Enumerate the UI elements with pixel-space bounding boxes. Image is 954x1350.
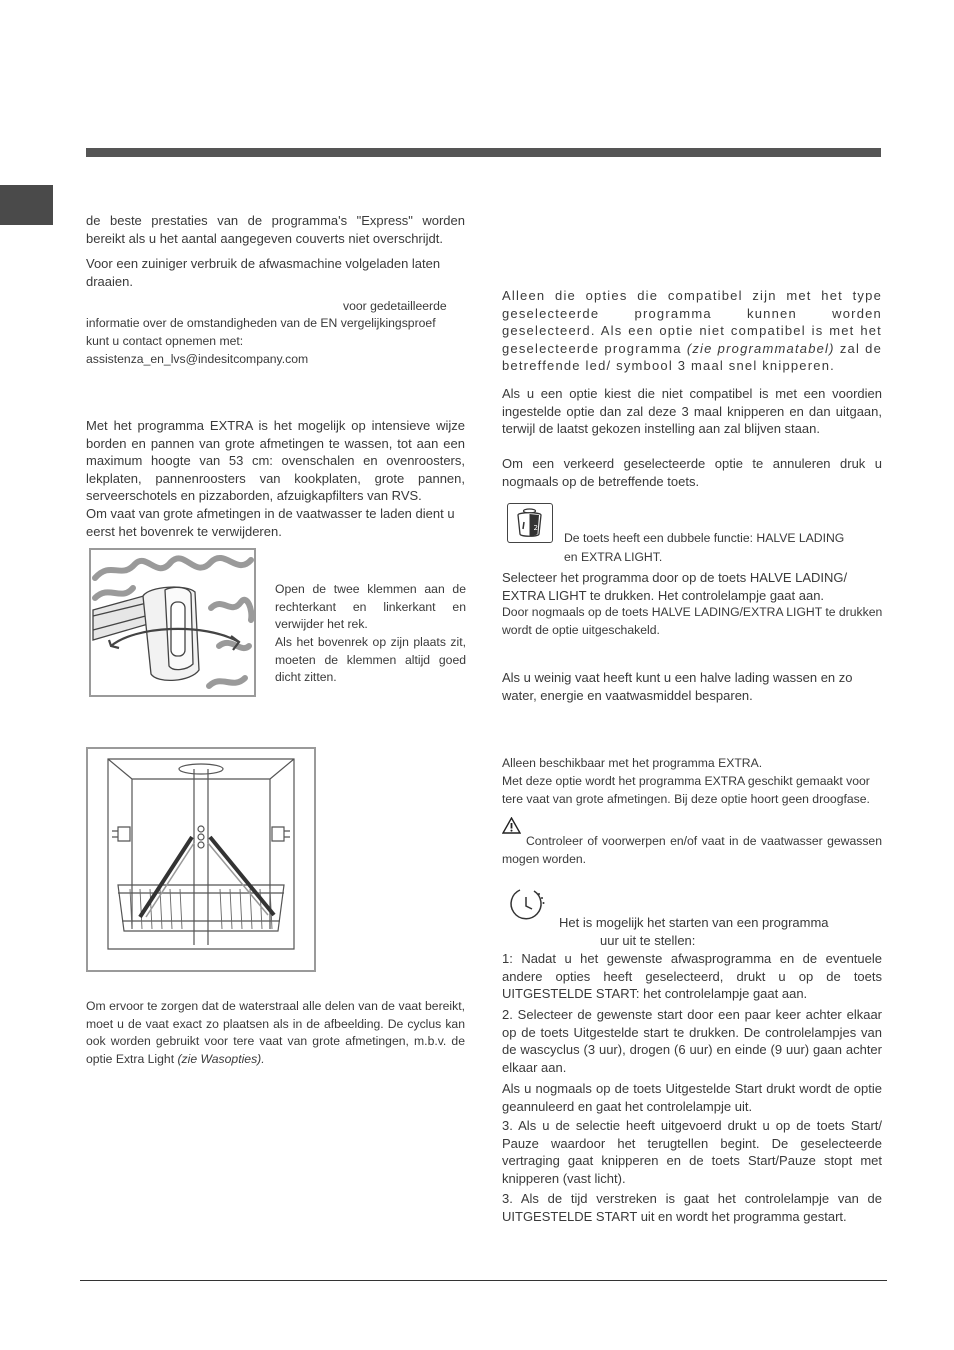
halve-lading-line-2: en EXTRA LIGHT.: [564, 550, 663, 565]
waterstraal-ref: (zie Wasopties).: [177, 1051, 265, 1066]
extra-program-text: Met het programma EXTRA is het mogelijk op intensieve wijze borden en pannen van grote afmetingen te wassen, tot aan een maximum hoogte van 53 cm: ovenschalen en ovenroosters, lekplaten, pannenroosters van kookplaten, grote pannen, serveerschotels en pizzaborden, afzuigkapfilters van RVS.: [86, 418, 465, 504]
step-2b-text: Als u nogmaals op de toets Uitgestelde Start drukt wordt de optie geannuleerd en gaat het controlelampje uit.: [502, 1081, 882, 1114]
info-line-2: informatie over de omstandigheden van de EN vergelijkingsproef: [86, 316, 436, 331]
waterstraal-main: Om ervoor te zorgen dat de waterstraal alle delen van de vaat bereikt, moet u de vaat exact zo plaatsen als in de afbeelding. De cyclus kan ook worden gebruikt voor tere vaat van grote afmetingen, m.b.v. de optie Extra Light: [86, 999, 465, 1066]
rack-clip-illustration: [91, 550, 254, 695]
express-text: de beste prestaties van de programma's "Express" worden bereikt als u het aantal aangegeven couverts niet overschrijdt.: [86, 213, 465, 246]
uitgesteld-line-1: Het is mogelijk het starten van een programma: [559, 915, 829, 930]
dishwasher-figure: [86, 747, 316, 972]
extra-light-line-1: Alleen beschikbaar met het programma EXTRA.: [502, 756, 763, 771]
step-3-text: 3. Als u de selectie heeft uitgevoerd drukt u op de toets Start/ Pauze waardoor het terugtellen begint. De geselecteerde vertraging gaat knipperen en de toets Start/Pauze stopt met knipperen (vast licht).: [502, 1118, 882, 1186]
controleer-text: Controleer of voorwerpen en/of vaat in de vaatwasser gewassen mogen worden.: [502, 834, 882, 866]
opties-main: Alleen die opties die compatibel zijn met het type geselecteerde programma kunnen worden geselecteerd. Als een optie niet compatibel is met het geselecteerde programma: [502, 288, 882, 356]
delayed-start-clock-icon: [506, 885, 550, 923]
zuinig-text: Voor een zuiniger verbruik de afwasmachine volgeladen laten draaien.: [86, 256, 441, 289]
step-2-text: 2. Selecteer de gewenste start door een paar keer achter elkaar op de toets Uitgestelde start te drukken. De controlelampjes van de wascyclus (3 uur), drogen (6 uur) en einde (9 uur) gaan achter elkaar aan.: [502, 1007, 882, 1075]
step-1-text: 1: Nadat u het gewenste afwasprogramma en de eventuele andere opties heeft geselecteerd, drukt u op de toets UITGESTELDE START: het controlelampje gaat aan.: [502, 951, 882, 1002]
footer-rule: [80, 1280, 887, 1281]
annuleren-text: Om een verkeerd geselecteerde optie te annuleren druk u nogmaals op de betreffende toets.: [502, 456, 882, 489]
klemmen-text-2: Als het bovenrek op zijn plaats zit, moeten de klemmen altijd goed dicht zitten.: [275, 635, 466, 685]
half-load-icon: [507, 503, 553, 543]
language-side-tab: [0, 185, 53, 225]
halve-lading-text: Als u weinig vaat heeft kunt u een halve lading wassen en zo water, energie en vaatwasmiddel besparen.: [502, 670, 853, 703]
opties-text: [502, 287, 882, 375]
email-text: assistenza_en_lvs@indesitcompany.com: [86, 352, 309, 367]
opties-ref: (zie programmatabel): [686, 340, 835, 356]
warning-icon: [502, 817, 521, 834]
extra-light-line-2: Met deze optie wordt het programma EXTRA geschikt gemaakt voor tere vaat van grote afmetingen. Bij deze optie hoort geen droogfase.: [502, 774, 870, 806]
info-line-3: kunt u contact opnemen met:: [86, 334, 244, 349]
dishwasher-interior-illustration: [88, 749, 314, 970]
opties-tail: zal de betreffende led/ symbool 3 maal snel knipperen.: [502, 340, 883, 374]
bovenrek-text: Om vaat van grote afmetingen in de vaatwasser te laden dient u eerst het bovenrek te verwijderen.: [86, 506, 455, 539]
header-bar: [86, 148, 881, 157]
halve-lading-line-1: De toets heeft een dubbele functie: HALVE LADING: [564, 531, 845, 546]
uitgesteld-line-2: uur uit te stellen:: [600, 933, 696, 948]
waterstraal-text: [86, 998, 465, 1068]
half-load-icon-graphic: [508, 504, 551, 541]
halve-uit-text: Door nogmaals op de toets HALVE LADING/EXTRA LIGHT te drukken wordt de optie uitgeschakeld.: [502, 605, 883, 637]
svg-text:2: 2: [533, 524, 538, 532]
voordien-text: Als u een optie kiest die niet compatibel is met een voordien ingestelde optie dan zal deze 3 maal knipperen en dan uitgaan, terwijl de laatst gekozen instelling aan zal blijven staan.: [502, 386, 882, 437]
info-line-1: voor gedetailleerde: [343, 299, 447, 314]
klemmen-text-1: Open de twee klemmen aan de rechterkant en linkerkant en verwijder het rek.: [275, 582, 466, 632]
halve-select-text: Selecteer het programma door op de toets HALVE LADING/ EXTRA LIGHT te drukken. Het controlelampje gaat aan.: [502, 570, 848, 603]
rack-clip-figure: [89, 548, 256, 697]
step-3b-text: 3. Als de tijd verstreken is gaat het controlelampje van de UITGESTELDE START uit en wordt het programma gestart.: [502, 1191, 882, 1224]
